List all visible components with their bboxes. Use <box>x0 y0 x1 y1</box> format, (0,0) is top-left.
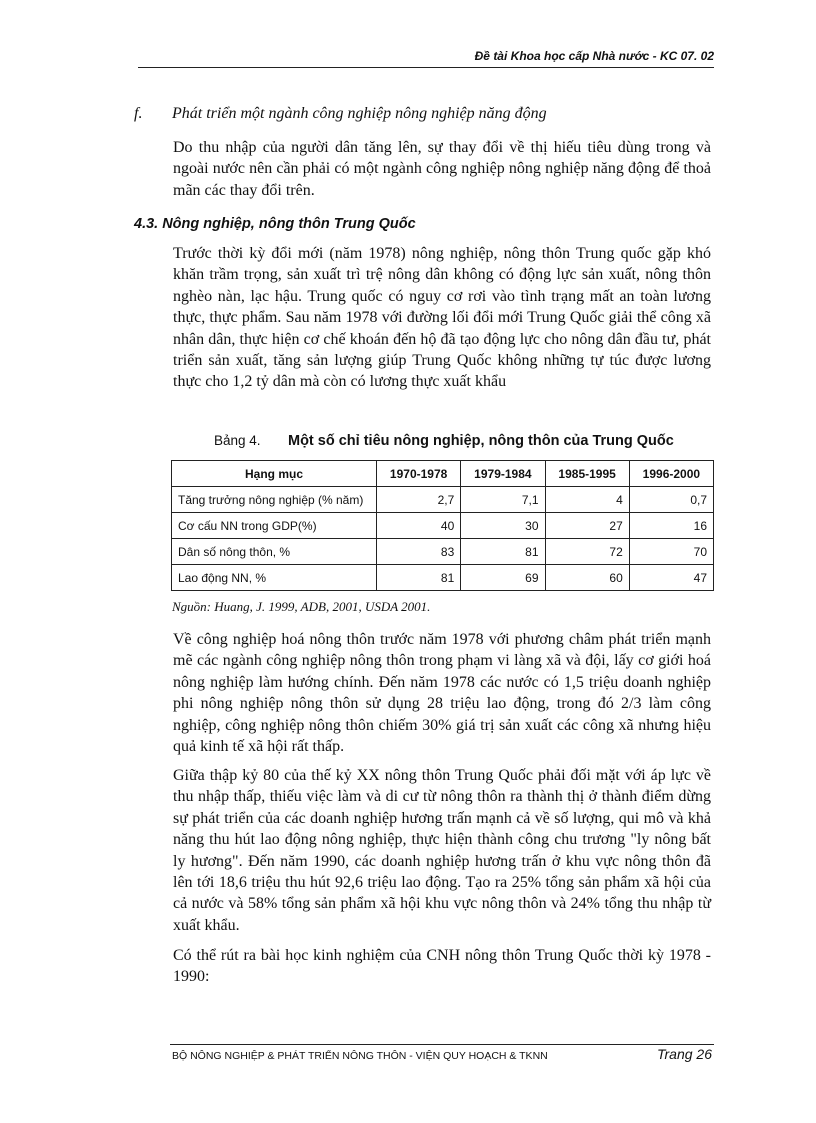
table-cell: 47 <box>629 565 713 591</box>
table-header-cell: 1970-1978 <box>377 461 461 487</box>
paragraph-township-enterprises: Giữa thập kỷ 80 của thế kỷ XX nông thôn Trung Quốc phải đối mặt với áp lực về thu nhập thấp, thiếu việc làm và di cư từ nông thôn ra thành thị ở thành điểm dừng sự phát triển của các doanh nghiệp hương trấn mạnh cả về số lượng, qui mô và khả năng thu hút lao động nông nghiệp, thực hiện thành công chu trương "ly nông bất ly hương". Đến năm 1990, các doanh nghiệp hương trấn ở khu vực nông thôn đã lên tới 18,6 triệu thu hút 92,6 triệu lao động. Tạo ra 25% tổng sản phẩm xã hội của cả nước và 58% tổng sản phẩm xã hội khu vực nông thôn và 24% tổng thu nhập từ xuất khẩu. <box>173 767 711 934</box>
table-row <box>172 487 714 513</box>
table-cell: 2,7 <box>377 487 461 513</box>
table-header-cell: Hạng mục <box>172 461 377 487</box>
section-f-letter: f. <box>134 105 143 122</box>
indicator-table <box>171 460 714 591</box>
section-f-paragraph: Do thu nhập của người dân tăng lên, sự thay đổi về thị hiếu tiêu dùng trong và ngoài nước nên cần phải có một ngành công nghiệp nông nghiệp năng động để thoả mãn các thay đổi trên. <box>173 139 711 199</box>
table-cell: 0,7 <box>629 487 713 513</box>
section-f-title: Phát triển một ngành công nghiệp nông nghiệp năng động <box>172 105 547 122</box>
table-cell: 81 <box>461 539 545 565</box>
table-row <box>172 565 714 591</box>
table-header-cell: 1985-1995 <box>545 461 629 487</box>
header-rule <box>138 67 714 68</box>
table-row <box>172 539 714 565</box>
table-cell: 60 <box>545 565 629 591</box>
footer-organization: BỘ NÔNG NGHIỆP & PHÁT TRIỂN NÔNG THÔN - VIỆN QUY HOẠCH & TKNN <box>172 1050 548 1062</box>
table-source: Nguồn: Huang, J. 1999, ADB, 2001, USDA 2001. <box>172 599 431 614</box>
table-caption <box>214 432 674 450</box>
table-header-row <box>172 461 714 487</box>
page-number: Trang 26 <box>657 1046 712 1062</box>
table-cell: 40 <box>377 513 461 539</box>
table-cell: 7,1 <box>461 487 545 513</box>
table-cell: 4 <box>545 487 629 513</box>
table-cell: 16 <box>629 513 713 539</box>
table-cell: 30 <box>461 513 545 539</box>
section-43-paragraph: Trước thời kỳ đổi mới (năm 1978) nông nghiệp, nông thôn Trung quốc gặp khó khăn trầm trọng, sản xuất trì trệ nông dân không có động lực sản xuất, nông thôn nghèo nàn, lạc hậu. Trung quốc có nguy cơ rơi vào tình trạng mất an toàn lương thực, thực phẩm. Sau năm 1978 với đường lối đổi mới Trung Quốc giải thể công xã nhân dân, thực hiện cơ chế khoán đến hộ đã tạo động lực cho nông dân đầu tư, phát triển sản xuất, tăng sản lượng giúp Trung Quốc không những tự túc được lương thực cho 1,2 tỷ dân mà còn có lương thực xuất khẩu <box>173 245 711 391</box>
table-cell: Dân số nông thôn, % <box>172 539 377 565</box>
document-header-title: Đề tài Khoa học cấp Nhà nước - KC 07. 02 <box>474 49 714 63</box>
table-label: Bảng 4. <box>214 433 261 448</box>
table-cell: 83 <box>377 539 461 565</box>
section-f-heading <box>134 105 694 123</box>
table-cell: 81 <box>377 565 461 591</box>
paragraph-industrialization: Về công nghiệp hoá nông thôn trước năm 1978 với phương châm phát triển mạnh mẽ các ngành công nghiệp nông thôn trong phạm vi làng xã và đội, lấy cơ giới hoá nông nghiệp làm hướng chính. Đến năm 1978 các nước có 1,5 triệu doanh nghiệp phi nông nghiệp nông thôn sử dụng 28 triệu lao động, trong đó 2/3 làm công nghiệp, công nghiệp nông thôn chiếm 30% giá trị sản xuất các công xã nhưng hiệu quả kinh tế xã hội rất thấp. <box>173 631 711 756</box>
footer-rule <box>170 1044 714 1045</box>
table-cell: Lao động NN, % <box>172 565 377 591</box>
section-43-heading: 4.3. Nông nghiệp, nông thôn Trung Quốc <box>134 216 416 232</box>
table-cell: 27 <box>545 513 629 539</box>
table-title: Một số chỉ tiêu nông nghiệp, nông thôn của Trung Quốc <box>288 433 674 449</box>
table-row <box>172 513 714 539</box>
table-header-cell: 1979-1984 <box>461 461 545 487</box>
table-cell: 70 <box>629 539 713 565</box>
table-cell: Cơ cấu NN trong GDP(%) <box>172 513 377 539</box>
table-cell: 69 <box>461 565 545 591</box>
table-cell: 72 <box>545 539 629 565</box>
table-header-cell: 1996-2000 <box>629 461 713 487</box>
paragraph-lessons: Có thể rút ra bài học kinh nghiệm của CNH nông thôn Trung Quốc thời kỳ 1978 - 1990: <box>173 947 711 986</box>
table-cell: Tăng trưởng nông nghiệp (% năm) <box>172 487 377 513</box>
